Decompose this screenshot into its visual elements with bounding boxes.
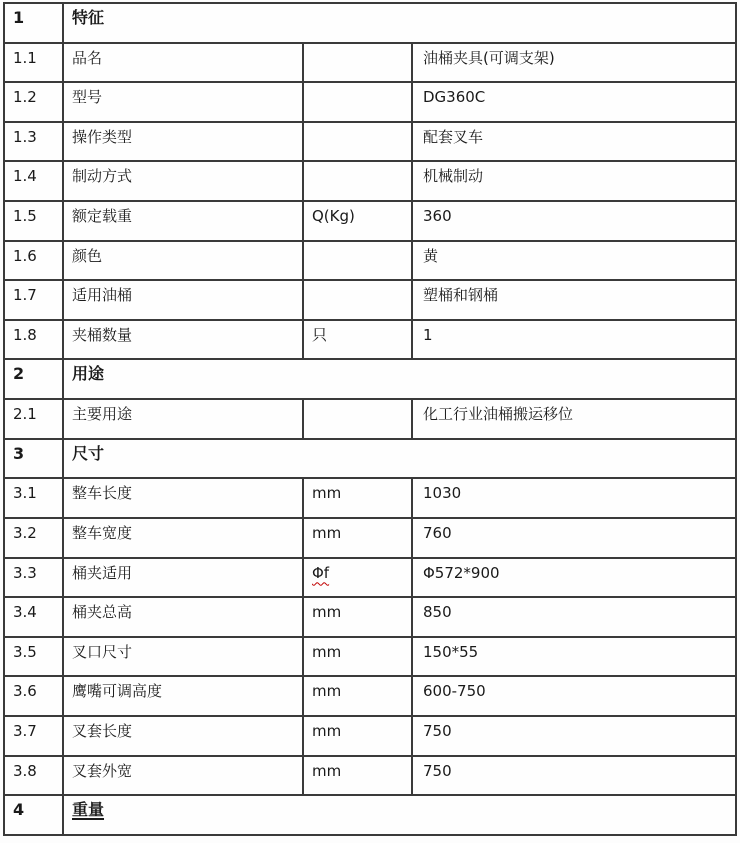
unit-cell: Q(Kg)	[304, 202, 413, 242]
unit-cell	[304, 123, 413, 163]
value-cell: 360	[413, 202, 737, 242]
unit-cell: mm	[304, 598, 413, 638]
unit-cell: mm	[304, 677, 413, 717]
unit-cell: mm	[304, 717, 413, 757]
spec-label-cell: 整车宽度	[64, 519, 304, 559]
value-cell: 1030	[413, 479, 737, 519]
spec-table	[3, 2, 737, 836]
section-title-cell: 尺寸	[64, 440, 737, 480]
value-cell: 黄	[413, 242, 737, 282]
value-cell: 化工行业油桶搬运移位	[413, 400, 737, 440]
section-number-cell: 1	[5, 4, 64, 44]
row-number-cell: 3.2	[5, 519, 64, 559]
spec-label-cell: 桶夹总高	[64, 598, 304, 638]
unit-cell: mm	[304, 519, 413, 559]
row-number-cell: 1.4	[5, 162, 64, 202]
value-cell: 配套叉车	[413, 123, 737, 163]
value-cell: 1	[413, 321, 737, 361]
spec-label-cell: 制动方式	[64, 162, 304, 202]
unit-cell	[304, 162, 413, 202]
row-number-cell: 3.6	[5, 677, 64, 717]
spec-label-cell: 叉套长度	[64, 717, 304, 757]
spec-label-cell: 额定载重	[64, 202, 304, 242]
section-title-cell: 特征	[64, 4, 737, 44]
row-number-cell: 3.3	[5, 559, 64, 599]
value-cell: 塑桶和钢桶	[413, 281, 737, 321]
unit-cell: mm	[304, 757, 413, 797]
value-cell: 机械制动	[413, 162, 737, 202]
spec-label-cell: 主要用途	[64, 400, 304, 440]
row-number-cell: 1.7	[5, 281, 64, 321]
unit-cell	[304, 242, 413, 282]
row-number-cell: 3.4	[5, 598, 64, 638]
row-number-cell: 3.1	[5, 479, 64, 519]
section-title-cell: 重量	[64, 796, 737, 836]
spec-label-cell: 整车长度	[64, 479, 304, 519]
section-number-cell: 4	[5, 796, 64, 836]
unit-cell	[304, 83, 413, 123]
row-number-cell: 1.2	[5, 83, 64, 123]
spec-label-cell: 型号	[64, 83, 304, 123]
value-cell: 760	[413, 519, 737, 559]
unit-cell	[304, 44, 413, 84]
row-number-cell: 3.5	[5, 638, 64, 678]
spec-label-cell: 颜色	[64, 242, 304, 282]
row-number-cell: 1.8	[5, 321, 64, 361]
unit-cell: Φf	[304, 559, 413, 599]
row-number-cell: 1.1	[5, 44, 64, 84]
value-cell: 油桶夹具(可调支架)	[413, 44, 737, 84]
value-cell: 750	[413, 717, 737, 757]
spec-label-cell: 夹桶数量	[64, 321, 304, 361]
row-number-cell: 3.8	[5, 757, 64, 797]
spec-label-cell: 操作类型	[64, 123, 304, 163]
section-number-cell: 2	[5, 360, 64, 400]
value-cell: DG360C	[413, 83, 737, 123]
spec-label-cell: 叉套外宽	[64, 757, 304, 797]
value-cell: 750	[413, 757, 737, 797]
spec-label-cell: 桶夹适用	[64, 559, 304, 599]
value-cell: 600-750	[413, 677, 737, 717]
unit-cell	[304, 400, 413, 440]
row-number-cell: 1.6	[5, 242, 64, 282]
value-cell: 850	[413, 598, 737, 638]
value-cell: 150*55	[413, 638, 737, 678]
row-number-cell: 3.7	[5, 717, 64, 757]
spec-label-cell: 鹰嘴可调高度	[64, 677, 304, 717]
row-number-cell: 1.3	[5, 123, 64, 163]
unit-cell: mm	[304, 638, 413, 678]
row-number-cell: 1.5	[5, 202, 64, 242]
unit-cell: mm	[304, 479, 413, 519]
section-title-cell: 用途	[64, 360, 737, 400]
section-number-cell: 3	[5, 440, 64, 480]
value-cell: Φ572*900	[413, 559, 737, 599]
unit-cell: 只	[304, 321, 413, 361]
spec-label-cell: 适用油桶	[64, 281, 304, 321]
spec-label-cell: 叉口尺寸	[64, 638, 304, 678]
row-number-cell: 2.1	[5, 400, 64, 440]
spec-label-cell: 品名	[64, 44, 304, 84]
unit-cell	[304, 281, 413, 321]
